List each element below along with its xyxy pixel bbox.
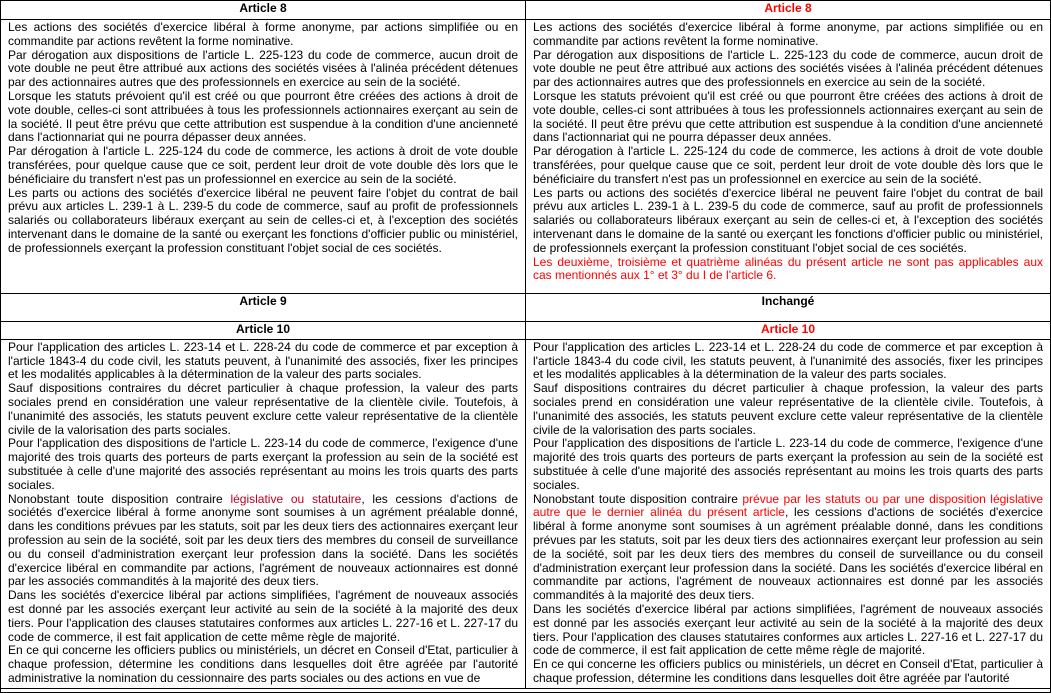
article-10-body-new [526,339,1051,688]
text-run: Pour l'application des articles L. 223-14 et L. 228-24 du code de commerce et par exception à l'article 1843-4 du code civil, les statuts peuvent, à l'unanimité des associés, fixer les principes et les modalités applicables à la détermination de la valeur des parts sociales. [533,339,1043,382]
article-8-heading-old: Article 8 [1,1,526,20]
article-10-heading-new: Article 10 [526,322,1051,340]
text-run: Pour l'application des dispositions de l'article L. 223-14 du code de commerce, l'exigence d'une majorité des trois quarts des porteurs de parts exerçant la profession au sein de la société est substituée à celle d'une majorité des associés représentant au moins les trois quarts des parts sociales. [533,436,1043,492]
article-9-heading-old: Article 9 [1,294,526,322]
text-run: En ce qui concerne les officiers publics ou ministériels, un décret en Conseil d'Etat, particulier à chaque profession, détermine les conditions dans lesquelles doit être agréée par l'autorité administrative la nomination du cessionnaire des parts sociales ou des actions en vue de [8,643,518,685]
text-run: Pour l'application des articles L. 223-14 et L. 228-24 du code de commerce et par exception à l'article 1843-4 du code civil, les statuts peuvent, à l'unanimité des associés, fixer les principes et les modalités applicables à la détermination de la valeur des parts sociales. [8,339,518,382]
added-text-run: Les deuxième, troisième et quatrième alinéas du présent article ne sont pas applicables aux cas mentionnés aux 1° et 3° du I de l'article 6. [533,254,1043,283]
paragraph [8,145,518,186]
text-run: Sauf dispositions contraires du décret particulier à chaque profession, la valeur des parts sociales prend en considération une valeur représentative de la clientèle civile. Toutefois, à l'unanimité des associés, les statuts peuvent exclure cette valeur représentative de la clientèle civile de la valorisation des parts sociales. [8,381,518,437]
text-run: , les cessions d'actions de sociétés d'exercice libéral à forme anonyme sont soumises à un agrément préalable donné, dans les conditions prévues par les statuts, soit par les deux tiers des actionnaires exerçant leur profession au sein de la société, soit par les deux tiers des membres du conseil de surveillance ou du conseil d'administration exerçant leur profession dans la société. Dans les sociétés d'exercice libéral en commandite par actions, l'agrément de nouveaux actionnaires est donné par les associés commandités à la majorité des deux tiers. [8,491,518,589]
paragraph [533,341,1043,382]
text-run: Lorsque les statuts prévoient qu'il est créé ou que pourront être créées des actions à droit de vote double, celles-ci sont attribuées à tous les professionnels actionnaires exerçant au sein de la société. Il peut être prévu que cette attribution est suspendue à la condition d'une ancienneté dans l'actionnariat qui ne pourra dépasser deux années. [8,88,518,145]
text-run: Par dérogation à l'article L. 225-124 du code de commerce, les actions à droit de vote double transférées, pour quelque cause que ce soit, perdent leur droit de vote double dès lors que le bénéficiaire du transfert n'est pas un professionnel en exercice au sein de la société. [8,144,518,186]
text-run: , les cessions d'actions de sociétés d'exercice libéral à forme anonyme sont soumises à un agrément préalable donné, dans les conditions prévues par les statuts, soit par les deux tiers des actionnaires exerçant leur profession au sein de la société, soit par les deux tiers des membres du conseil de surveillance ou du conseil d'administration exerçant leur profession dans la société. Dans les sociétés d'exercice libéral en commandite par actions, l'agrément de nouveaux actionnaires est donné par les associés commandités à la majorité des deux tiers. [533,505,1043,603]
paragraph [8,21,518,49]
article-10-header-row [1,322,1051,340]
paragraph [8,437,518,492]
modified-text-run: législative ou statutaire [230,491,362,506]
text-run: Par dérogation aux dispositions de l'article L. 225-123 du code de commerce, aucun droit de vote double ne peut être attribué aux actions des sociétés visées à l'alinéa précédent détenues par des actionnaires autres que des professionnels en exercice au sein de la société. [8,47,518,90]
paragraph [533,90,1043,145]
text-run: Les parts ou actions des sociétés d'exercice libéral ne peuvent faire l'objet du contrat de bail prévu aux articles L. 239-1 à L. 239-5 du code de commerce, sauf au profit de professionnels salariés ou collaborateurs libéraux exerçant au sein de celles-ci et, à l'exception des sociétés intervenant dans le domaine de la santé ou exerçant les fonctions d'officier public ou ministériel, de professionnels exerçant la profession constituant l'objet social de ces sociétés. [533,185,1043,255]
paragraph [8,589,518,644]
text-run: Les actions des sociétés d'exercice libéral à forme anonyme, par actions simplifiée ou en commandite par actions revêtent la forme nominative. [8,20,518,48]
text-run: Nonobstant toute disposition contraire [533,491,743,506]
paragraph [533,187,1043,256]
paragraph [8,382,518,437]
paragraph [533,493,1043,603]
paragraph [8,187,518,256]
paragraph [533,437,1043,492]
paragraph [8,493,518,590]
article-8-body-new [526,20,1051,294]
added-paragraph [533,256,1043,284]
paragraph [533,21,1043,49]
paragraph [8,49,518,90]
text-run: Dans les sociétés d'exercice libéral par actions simplifiées, l'agrément de nouveaux associés est donné par les associés exerçant leur activité au sein de la société à la majorité des deux tiers. Pour l'application des clauses statutaires conformes aux articles L. 227-16 et L. 227-17 du code de commerce, il est fait application de cette même règle de majorité. [533,601,1043,658]
text-run: Nonobstant toute disposition contraire [8,491,231,506]
paragraph [533,658,1043,686]
paragraph [8,90,518,145]
article-10-body-old [1,339,526,688]
article-9-row [1,294,1051,322]
article-10-heading-old: Article 10 [1,322,526,340]
text-run: Pour l'application des dispositions de l'article L. 223-14 du code de commerce, l'exigence d'une majorité des trois quarts des porteurs de parts exerçant la profession au sein de la société est substituée à celle d'une majorité des associés représentant au moins les trois quarts des parts sociales. [8,436,518,492]
paragraph [8,644,518,685]
article-8-body-row [1,20,1051,294]
modified-text-run: prévue par les statuts ou par une disposition législative autre que le dernier alinéa du présent article [533,491,1043,520]
text-run: Sauf dispositions contraires du décret particulier à chaque profession, la valeur des parts sociales prend en considération une valeur représentative de la clientèle civile. Toutefois, à l'unanimité des associés, les statuts peuvent exclure cette valeur représentative de la clientèle civile de la valorisation des parts sociales. [533,381,1043,437]
text-run: Les parts ou actions des sociétés d'exercice libéral ne peuvent faire l'objet du contrat de bail prévu aux articles L. 239-1 à L. 239-5 du code de commerce, sauf au profit de professionnels salariés ou collaborateurs libéraux exerçant au sein de celles-ci et, à l'exception des sociétés intervenant dans le domaine de la santé ou exerçant les fonctions d'officier public ou ministériel, de professionnels exerçant la profession constituant l'objet social de ces sociétés. [8,185,518,255]
paragraph [533,382,1043,437]
article-8-heading-new: Article 8 [526,1,1051,20]
text-run: Par dérogation à l'article L. 225-124 du code de commerce, les actions à droit de vote double transférées, pour quelque cause que ce soit, perdent leur droit de vote double dès lors que le bénéficiaire du transfert n'est pas un professionnel en exercice au sein de la société. [533,144,1043,186]
paragraph [533,49,1043,90]
text-run: Les actions des sociétés d'exercice libéral à forme anonyme, par actions simplifiée ou en commandite par actions revêtent la forme nominative. [533,20,1043,48]
paragraph [8,341,518,382]
article-8-header-row [1,1,1051,20]
text-run: Par dérogation aux dispositions de l'article L. 225-123 du code de commerce, aucun droit de vote double ne peut être attribué aux actions des sociétés visées à l'alinéa précédent détenues par des actionnaires autres que des professionnels en exercice au sein de la société. [533,47,1043,90]
article-9-status-new: Inchangé [526,294,1051,322]
paragraph [533,145,1043,186]
paragraph [533,603,1043,658]
text-run: En ce qui concerne les officiers publics ou ministériels, un décret en Conseil d'Etat, particulier à chaque profession, détermine les conditions dans lesquelles doit être agréée par l'autorité [533,657,1043,685]
text-run: Lorsque les statuts prévoient qu'il est créé ou que pourront être créées des actions à droit de vote double, celles-ci sont attribuées à tous les professionnels actionnaires exerçant au sein de la société. Il peut être prévu que cette attribution est suspendue à la condition d'une ancienneté dans l'actionnariat qui ne pourra dépasser deux années. [533,88,1043,145]
article-8-body-old [1,20,526,294]
article-10-body-row [1,339,1051,688]
text-run: Dans les sociétés d'exercice libéral par actions simplifiées, l'agrément de nouveaux associés est donné par les associés exerçant leur activité au sein de la société à la majorité des deux tiers. Pour l'application des clauses statutaires conformes aux articles L. 227-16 et L. 227-17 du code de commerce, il est fait application de cette même règle de majorité. [8,588,518,644]
